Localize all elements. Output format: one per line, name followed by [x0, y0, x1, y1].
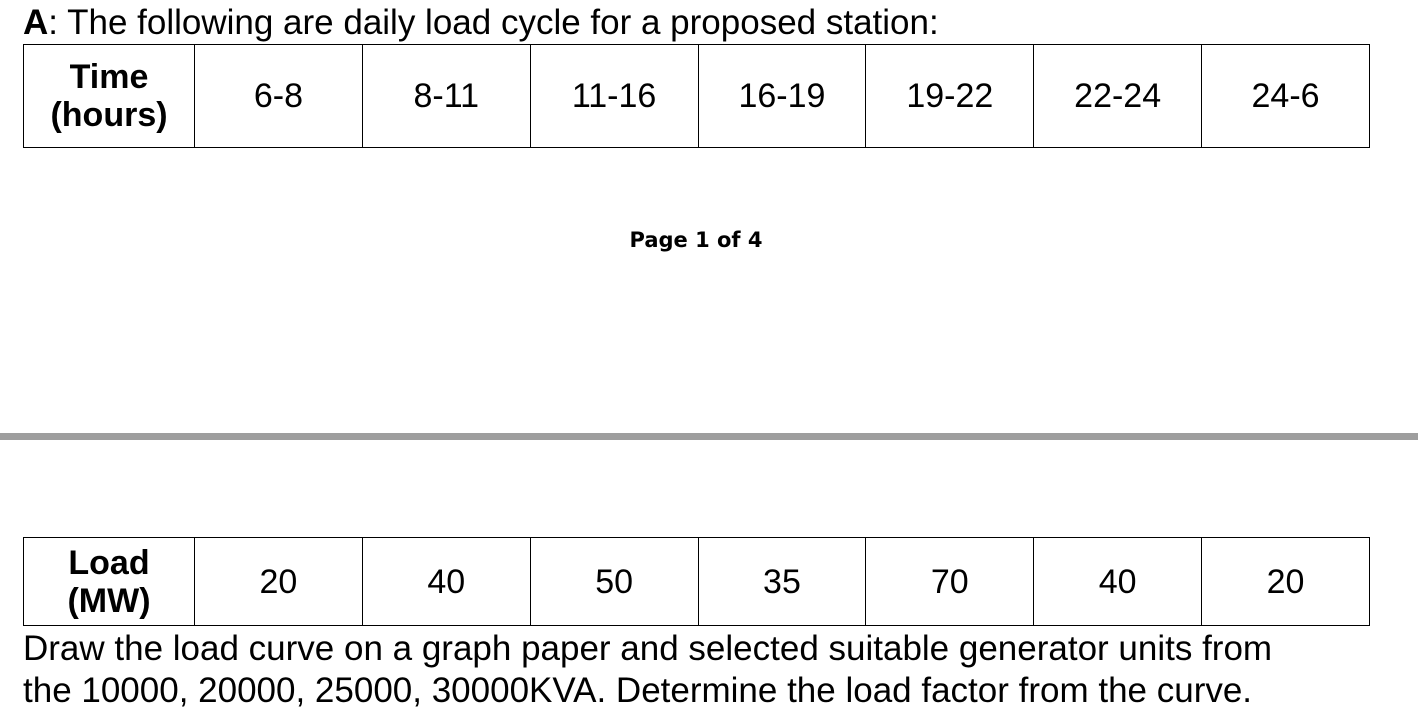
time-header-line1: Time	[69, 58, 149, 96]
time-cell: 6-8	[195, 45, 363, 148]
load-cell: 20	[195, 538, 363, 626]
time-cell: 24-6	[1202, 45, 1370, 148]
question-heading	[23, 3, 939, 43]
time-cell: 11-16	[530, 45, 698, 148]
time-cell: 22-24	[1034, 45, 1202, 148]
time-cell: 19-22	[866, 45, 1034, 148]
question-text: : The following are daily load cycle for a proposed station:	[48, 3, 939, 42]
load-cell: 20	[1202, 538, 1370, 626]
time-header-line2: (hours)	[50, 96, 168, 134]
question-label: A	[23, 3, 49, 42]
instructions-line2: the 10000, 20000, 25000, 30000KVA. Determine the load factor from the curve.	[23, 671, 1253, 710]
instructions-paragraph	[23, 628, 1418, 712]
load-row	[24, 538, 1370, 626]
time-header-cell	[24, 45, 195, 148]
load-table	[23, 537, 1370, 626]
load-cell: 40	[1034, 538, 1202, 626]
load-header-cell	[24, 538, 195, 626]
time-cell: 16-19	[698, 45, 866, 148]
time-cell: 8-11	[362, 45, 530, 148]
load-header-line1: Load	[68, 543, 150, 582]
page-indicator: Page 1 of 4	[629, 228, 763, 252]
load-cell: 70	[866, 538, 1034, 626]
instructions-line1: Draw the load curve on a graph paper and selected suitable generator units from	[23, 629, 1273, 668]
load-cell: 35	[698, 538, 866, 626]
load-cell: 40	[362, 538, 530, 626]
load-cell: 50	[530, 538, 698, 626]
time-row	[24, 45, 1370, 148]
time-table	[23, 44, 1370, 148]
page-divider	[0, 433, 1418, 440]
load-header-line2: (MW)	[67, 581, 151, 620]
